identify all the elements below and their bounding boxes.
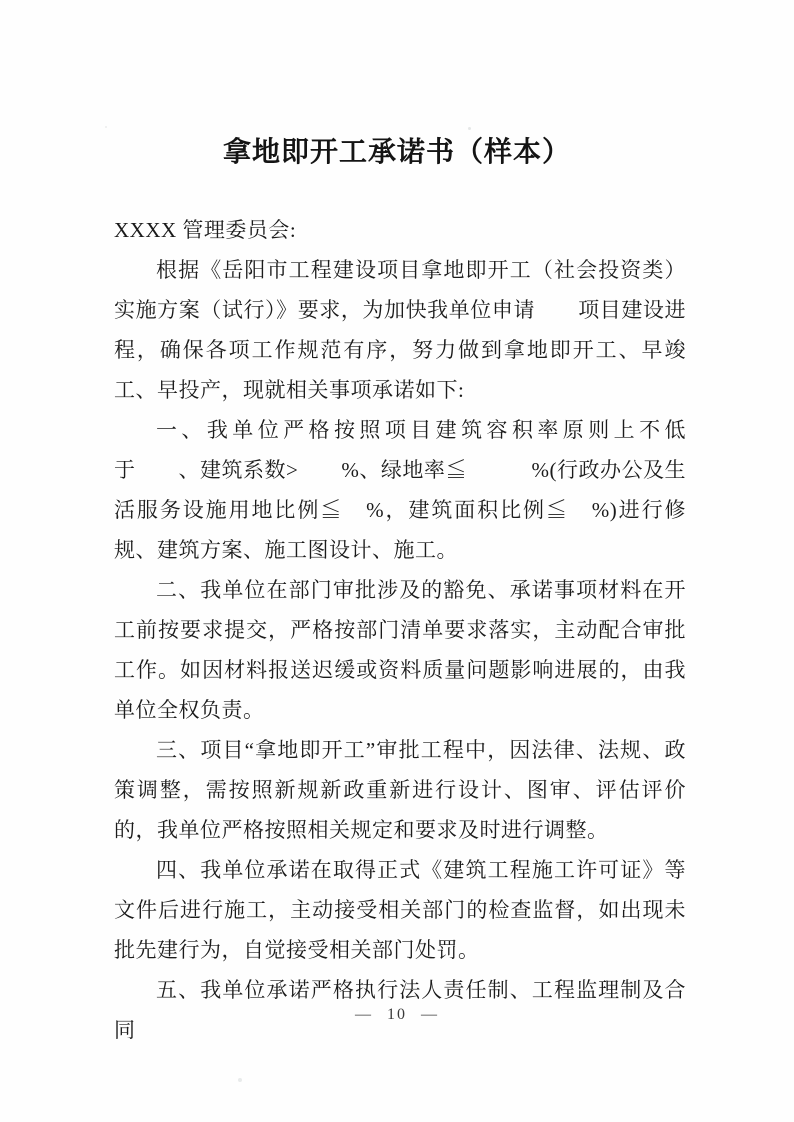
commitment-item-5-partial: 五、我单位承诺严格执行法人责任制、工程监理制及合同 bbox=[114, 978, 686, 1042]
scan-speck bbox=[238, 1078, 242, 1082]
scan-speck bbox=[468, 127, 471, 130]
scan-speck bbox=[105, 126, 107, 128]
paragraph-intro: 根据《岳阳市工程建设项目拿地即开工（社会投资类）实施方案（试行）》要求，为加快我单位申请 项目建设进程，确保各项工作规范有序，努力做到拿地即开工、早竣工、早投产，现就相关事项承诺如下: bbox=[114, 258, 686, 402]
document-body bbox=[114, 210, 686, 1050]
document-title: 拿地即开工承诺书（样本） bbox=[222, 137, 571, 168]
commitment-item-3: 三、项目“拿地即开工”审批工程中，因法律、法规、政策调整，需按照新规新政重新进行设计、图审、评估评价的，我单位严格按照相关规定和要求及时进行调整。 bbox=[114, 738, 686, 842]
commitment-item-1: 一、我单位严格按照项目建筑容积率原则上不低于 、建筑系数> %、绿地率≦ %(行政办公及生活服务设施用地比例≦ %，建筑面积比例≦ %)进行修规、建筑方案、施工图设计、施工。 bbox=[114, 418, 686, 562]
page-number: — 10 — bbox=[355, 1006, 439, 1023]
commitment-item-2: 二、我单位在部门审批涉及的豁免、承诺事项材料在开工前按要求提交，严格按部门清单要求落实，主动配合审批工作。如因材料报送迟缓或资料质量问题影响进展的，由我单位全权负责。 bbox=[114, 578, 686, 722]
commitment-item-4: 四、我单位承诺在取得正式《建筑工程施工许可证》等文件后进行施工，主动接受相关部门的检查监督，如出现未批先建行为，自觉接受相关部门处罚。 bbox=[114, 858, 686, 962]
salutation-line: XXXX 管理委员会: bbox=[114, 218, 297, 242]
